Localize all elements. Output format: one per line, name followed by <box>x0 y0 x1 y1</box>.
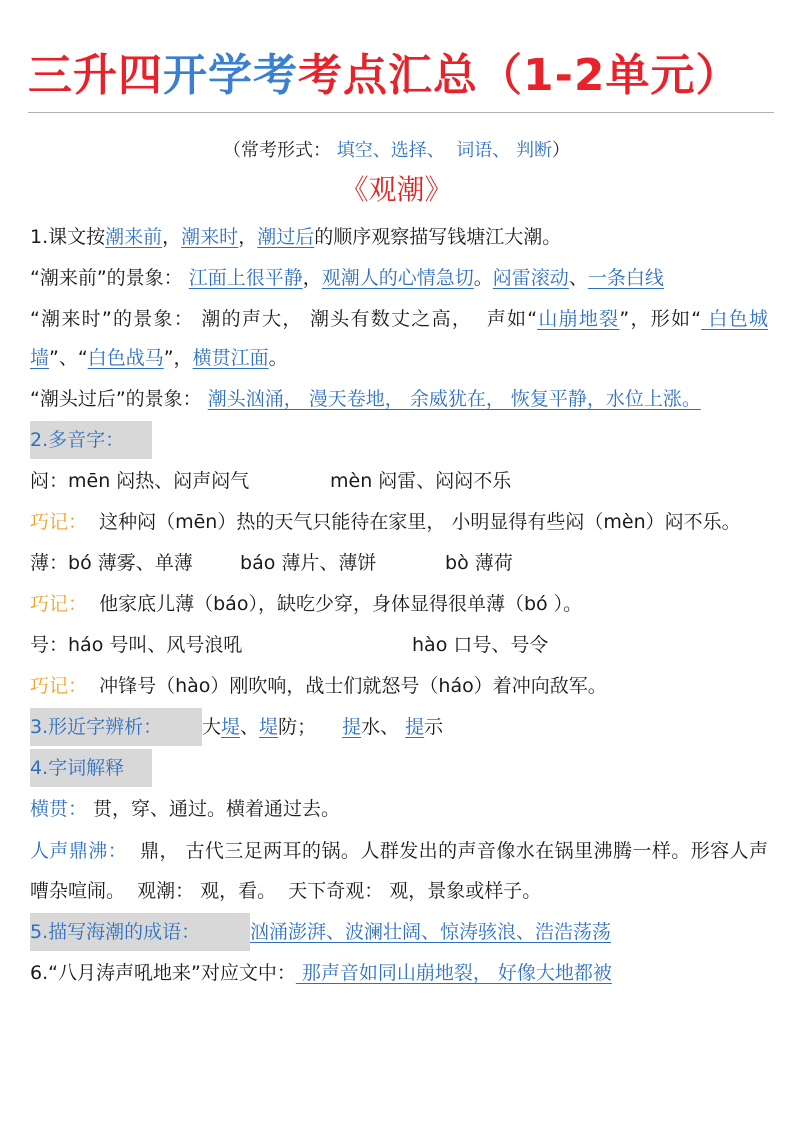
scene-during-answer-1: 山崩地裂 <box>537 308 620 330</box>
polyphone-bao <box>30 544 768 583</box>
polyphone-bao-reading-1: bó 薄雾、单薄 <box>68 552 193 574</box>
polyphone-men-reading-1: mēn 闷热、闷声闷气 <box>68 470 250 492</box>
section-4 <box>30 749 768 788</box>
scene-during-label: “潮来时”的景象： <box>30 308 195 330</box>
scene-during-text-2: ”，形如“ <box>619 308 702 330</box>
similar-char-2: 堤 <box>259 716 279 738</box>
scene-before-sep3: 、 <box>568 267 588 289</box>
scene-during-answer-3: 白色战马 <box>87 347 164 369</box>
scene-before-sep1: ， <box>302 267 322 289</box>
scene-during-text-4: ”， <box>163 347 193 369</box>
tip-hao-label: 巧记： <box>30 675 88 697</box>
tip-bao <box>30 585 768 624</box>
answer-after-tide: 潮过后 <box>257 226 315 248</box>
tip-hao-text: 冲锋号（hào）刚吹响，战士们就怒号（háo）着冲向敌军。 <box>99 675 607 697</box>
scene-before-answer-3: 闷雷滚动 <box>492 267 569 289</box>
polyphone-men-reading-2: mèn 闷雷、闷闷不乐 <box>330 470 512 492</box>
page-title <box>28 46 768 106</box>
similar-word-3-suffix: 水、 <box>361 716 400 738</box>
scene-after-answer: 潮头汹涌， 漫天卷地， 余威犹在， 恢复平静，水位上涨。 <box>207 388 701 410</box>
title-part-summary: 考点汇总（1-2单元） <box>298 50 741 101</box>
scene-during <box>30 300 768 378</box>
definition-henguan-text: 贯，穿、通过。横着通过去。 <box>87 798 341 820</box>
scene-before-answer-1: 江面上很平静 <box>188 267 303 289</box>
item-6 <box>30 954 768 993</box>
scene-before-label: “潮来前”的景象： <box>30 267 183 289</box>
definition-rensheng-term: 人声鼎沸： <box>30 840 128 862</box>
polyphone-bao-reading-2: báo 薄片、薄饼 <box>240 552 377 574</box>
scene-during-text-3: ”、“ <box>49 347 88 369</box>
scene-after <box>30 380 768 419</box>
polyphone-hao-reading-1: háo 号叫、风号浪吼 <box>68 634 243 656</box>
definition-henguan <box>30 790 768 829</box>
polyphone-hao-reading-2: hào 口号、号令 <box>412 634 549 656</box>
tip-bao-text: 他家底儿薄（báo），缺吃少穿，身体显得很单薄（bó ）。 <box>99 593 583 615</box>
answer-before-tide: 潮来前 <box>105 226 163 248</box>
scene-after-label: “潮头过后”的景象： <box>30 388 202 410</box>
similar-word-1-sep: 、 <box>240 716 260 738</box>
scene-before-sep2: 。 <box>473 267 493 289</box>
scene-during-text-5: 。 <box>268 347 288 369</box>
scene-during-answer-4: 横贯江面 <box>192 347 269 369</box>
polyphone-bao-reading-3: bò 薄荷 <box>445 552 513 574</box>
scene-during-text-1: 潮的声大， 潮头有数丈之高， 声如“ <box>194 308 538 330</box>
definition-rensheng <box>30 831 768 911</box>
tip-hao <box>30 667 768 706</box>
subtitle-prefix: （常考形式： <box>223 140 332 161</box>
section-3-heading: 3.形近字辨析： <box>30 708 202 746</box>
polyphone-men <box>30 462 768 501</box>
content-body <box>30 218 768 993</box>
subtitle-forms: 填空、选择、 词语、 判断 <box>336 140 552 161</box>
item1-lead: 1.课文按 <box>30 226 106 248</box>
definition-rensheng-text: 鼎， 古代三足两耳的锅。人群发出的声音像水在锅里沸腾一样。形容人声嘈杂喧闹。 观潮： 观，看。 天下奇观： 观，景象或样子。 <box>30 840 768 902</box>
item6-answer: 那声音如同山崩地裂， 好像大地都被 <box>295 962 612 984</box>
section-5 <box>30 913 768 952</box>
similar-char-1: 堤 <box>221 716 241 738</box>
tip-bao-label: 巧记： <box>30 593 88 615</box>
scene-before-answer-2: 观潮人的心情急切 <box>321 267 474 289</box>
title-part-grade: 三升四 <box>28 50 163 101</box>
subtitle <box>0 136 793 162</box>
tip-men-text: 这种闷（mēn）热的天气只能待在家里， 小明显得有些闷（mèn）闷不乐。 <box>99 511 741 533</box>
polyphone-men-char: 闷： <box>30 470 69 492</box>
title-part-exam: 开学考 <box>163 50 298 101</box>
polyphone-hao <box>30 626 768 665</box>
tip-men <box>30 503 768 542</box>
item1-sep2: ， <box>238 226 258 248</box>
answer-during-tide: 潮来时 <box>181 226 239 248</box>
similar-char-3: 提 <box>342 716 362 738</box>
section-5-answer: 汹涌澎湃、波澜壮阔、惊涛骇浪、浩浩荡荡 <box>250 921 612 943</box>
polyphone-bao-char: 薄： <box>30 552 69 574</box>
lesson-title: 《观潮》 <box>340 173 453 206</box>
similar-word-4-suffix: 示 <box>424 716 444 738</box>
polyphone-hao-char: 号： <box>30 634 69 656</box>
scene-during-answer-2: 白色城墙 <box>30 308 768 369</box>
similar-word-1-prefix: 大 <box>202 716 222 738</box>
subtitle-suffix: ） <box>551 140 570 161</box>
similar-char-4: 提 <box>405 716 425 738</box>
section-5-heading: 5.描写海潮的成语： <box>30 913 250 951</box>
section-3 <box>30 708 768 747</box>
scene-before <box>30 259 768 298</box>
item6-lead: 6.“八月涛声吼地来”对应文中： <box>30 962 296 984</box>
section-2-heading: 2.多音字： <box>30 421 152 459</box>
item1-sep1: ， <box>162 226 182 248</box>
title-divider <box>28 112 774 113</box>
section-4-heading: 4.字词解释 <box>30 749 152 787</box>
similar-word-2-suffix: 防； <box>278 716 317 738</box>
section-2 <box>30 421 768 460</box>
item1-tail: 的顺序观察描写钱塘江大潮。 <box>314 226 562 248</box>
definition-henguan-term: 横贯： <box>30 798 88 820</box>
tip-men-label: 巧记： <box>30 511 88 533</box>
scene-before-answer-4: 一条白线 <box>587 267 664 289</box>
item-1 <box>30 218 768 257</box>
